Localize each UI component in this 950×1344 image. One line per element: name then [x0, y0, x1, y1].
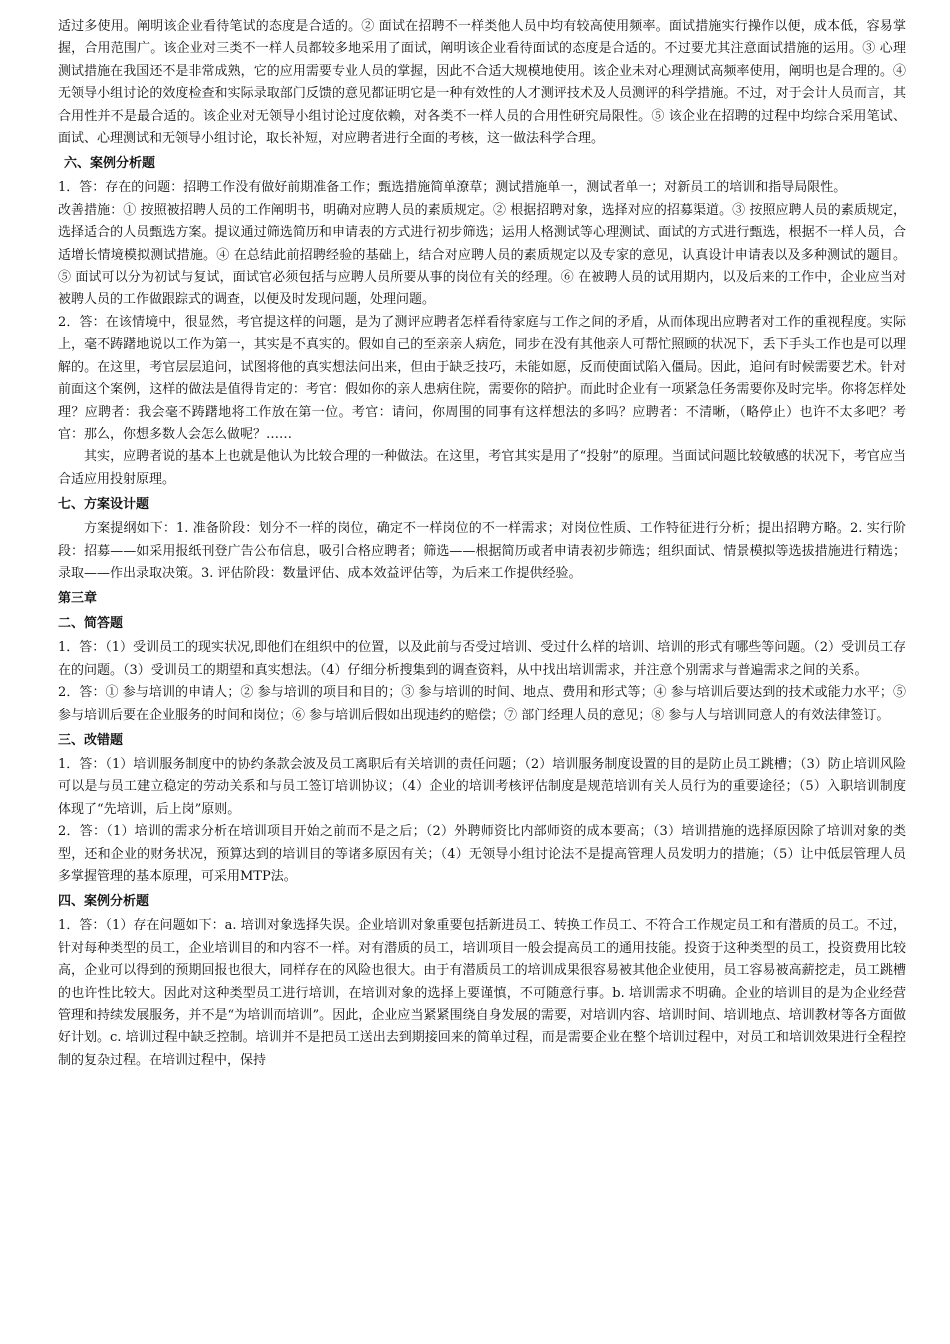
heading-chapter-3: 第三章: [58, 591, 98, 607]
short-answer-2: 2．答：① 参与培训的申请人；② 参与培训的项目和目的；③ 参与培训的时间、地点、费用和形式等；④ 参与培训后要达到的技术或能力水平；⑤ 参与培训后要在企业服务的时间和岗位；⑥ 参与培训后假如出现违约的赔偿；⑦ 部门经理人员的意见；⑧ 参与人与培训同意人的有效法律签订。: [58, 685, 906, 723]
plan-outline-paragraph: 方案提纲如下：1. 准备阶段：划分不一样的岗位，确定不一样岗位的不一样需求；对岗位性质、工作特征进行分析；提出招聘方略。2. 实行阶段：招募——如采用报纸刊登广告公布信息，吸引合格应聘者；筛选——根据简历或者申请表初步筛选；组织面试、情景模拟等选拔措施进行精选；录取——作出录取决策。3. 评估阶段：数量评估、成本效益评估等，为后来工作提供经验。: [58, 521, 906, 581]
heading-correction-3: 三、改错题: [58, 732, 124, 748]
heading-plan-design-7: 七、方案设计题: [58, 497, 150, 513]
case-answer-1-training: 1．答：（1）存在问题如下：a. 培训对象选择失误。企业培训对象重要包括新进员工、转换工作员工、不符合工作规定员工和有潜质的员工。不过，针对每种类型的员工，企业培训目的和内容不一样。对有潜质的员工，培训项目一般会提高员工的通用技能。投资于这种类型的员工，投资费用比较高，企业可以得到的预期回报也很大，同样存在的风险也很大。由于有潜质员工的培训成果很容易被其他企业使用，员工容易被高薪挖走，员工跳槽的也许性比较大。因此对这种类型员工进行培训，在培训对象的选择上要谨慎，不可随意行事。b. 培训需求不明确。企业的培训目的是为企业经营管理和持续发展服务，并不是“为培训而培训”。因此，企业应当紧紧围绕自身发展的需要，对培训内容、培训时间、培训地点、培训教材等各方面做好计划。c. 培训过程中缺乏控制。培训并不是把员工送出去到期接回来的简单过程，而是需要企业在整个培训过程中，对员工和培训效果进行全程控制的复杂过程。在培训过程中，保持: [58, 918, 906, 1068]
paragraph-interview-methods: 适过多使用。阐明该企业看待笔试的态度是合适的。② 面试在招聘不一样类他人员中均有较高使用频率。面试措施实行操作以便，成本低，容易掌握，合用范围广。该企业对三类不一样人员都较多地采用了面试，阐明该企业看待面试的态度是合适的。不过要尤其注意面试措施的运用。③ 心理测试措施在我国还不是非常成熟，它的应用需要专业人员的掌握，因此不合适大规模地使用。该企业未对心理测试高频率使用，阐明也是合理的。④ 无领导小组讨论的效度检查和实际录取部门反馈的意见都证明它是一种有效性的人才测评技术及人员测评的科学措施。不过，对于会计人员而言，其合用性并不是最合适的。该企业对无领导小组讨论过度依赖，对各类不一样人员的合用性研究局限性。⑤ 该企业在招聘的过程中均综合采用笔试、面试、心理测试和无领导小组讨论，取长补短，对应聘者进行全面的考核，这一做法科学合理。: [58, 19, 906, 147]
heading-short-answer-2: 二、简答题: [58, 616, 124, 632]
correction-answer-2: 2．答：（1）培训的需求分析在培训项目开始之前而不是之后；（2）外聘师资比内部师资的成本要高；（3）培训措施的选择原因除了培训对象的类型，还和企业的财务状况，预算达到的培训目的等诸多原因有关；（4）无领导小组讨论法不是提高管理人员发明力的措施；（5）让中低层管理人员多掌握管理的基本原理，可采用MTP法。: [58, 824, 906, 884]
heading-case-analysis-4: 四、案例分析题: [58, 894, 150, 910]
answer-1-problems: 1．答：存在的问题：招聘工作没有做好前期准备工作；甄选措施简单潦草；测试措施单一，测试者单一；对新员工的培训和指导局限性。: [58, 180, 847, 196]
improvement-measures: 改善措施：① 按照被招聘人员的工作阐明书，明确对应聘人员的素质规定。② 根据招聘对象，选择对应的招募渠道。③ 按照应聘人员的素质规定，选择适合的人员甄选方案。提议通过筛选简历和申请表的方式进行初步筛选；运用人格测试等心理测试、面试的方式进行甄选，根据不一样人员，合适增长情境模拟测试措施。④ 在总结此前招聘经验的基础上，结合对应聘人员的素质规定以及专家的意见，认真设计申请表以及多种测试的题目。⑤ 面试可以分为初试与复试，面试官必须包括与应聘人员所要从事的岗位有关的经理。⑥ 在被聘人员的试用期内，以及后来的工作中，企业应当对被聘人员的工作做跟踪式的调查，以便及时发现问题，处理问题。: [58, 202, 907, 308]
projection-principle-paragraph: 其实，应聘者说的基本上也就是他认为比较合理的一种做法。在这里，考官其实是用了“投射”的原理。当面试问题比较敏感的状况下，考官应当合适应用投射原理。: [58, 449, 906, 487]
heading-case-analysis-6: 六、案例分析题: [64, 156, 156, 172]
short-answer-1: 1．答：（1）受训员工的现实状况,即他们在组织中的位置，以及此前与否受过培训、受过什么样的培训、培训的形式有哪些等问题。（2）受训员工存在的问题。（3）受训员工的期望和真实想法。（4）仔细分析搜集到的调查资料，从中找出培训需求，并注意个别需求与普遍需求之间的关系。: [58, 640, 906, 678]
answer-2-interview-scenario: 2．答：在该情境中，很显然，考官提这样的问题，是为了测评应聘者怎样看待家庭与工作之间的矛盾，从而体现出应聘者对工作的重视程度。实际上，毫不踌躇地说以工作为第一，其实是不真实的。假如自己的至亲亲人病危，同步在没有其他亲人可帮忙照顾的状况下，丢下手头工作也是可以理解的。在这里，考官层层追问，试图将他的真实想法问出来，但由于缺乏技巧，未能如愿，反而使面试陷入僵局。因此，追问有时候需要艺术。针对前面这个案例，这样的做法是值得肯定的：考官：假如你的亲人患病住院，需要你的陪护。而此时企业有一项紧急任务需要你及时完毕。你将怎样处理？应聘者：我会毫不踌躇地将工作放在第一位。考官：请问，你周围的同事有这样想法的多吗？应聘者：不清晰，（略停止）也许不太多吧？考官：那么，你想多数人会怎么做呢？……: [58, 314, 906, 442]
correction-answer-1: 1．答：（1）培训服务制度中的协约条款会波及员工离职后有关培训的责任问题；（2）培训服务制度设置的目的是防止员工跳槽；（3）防止培训风险可以是与员工建立稳定的劳动关系和与员工签订培训协议；（4）企业的培训考核评估制度是规范培训有关人员行为的重要途径；（5）入职培训制度体现了“先培训，后上岗”原则。: [58, 756, 906, 817]
